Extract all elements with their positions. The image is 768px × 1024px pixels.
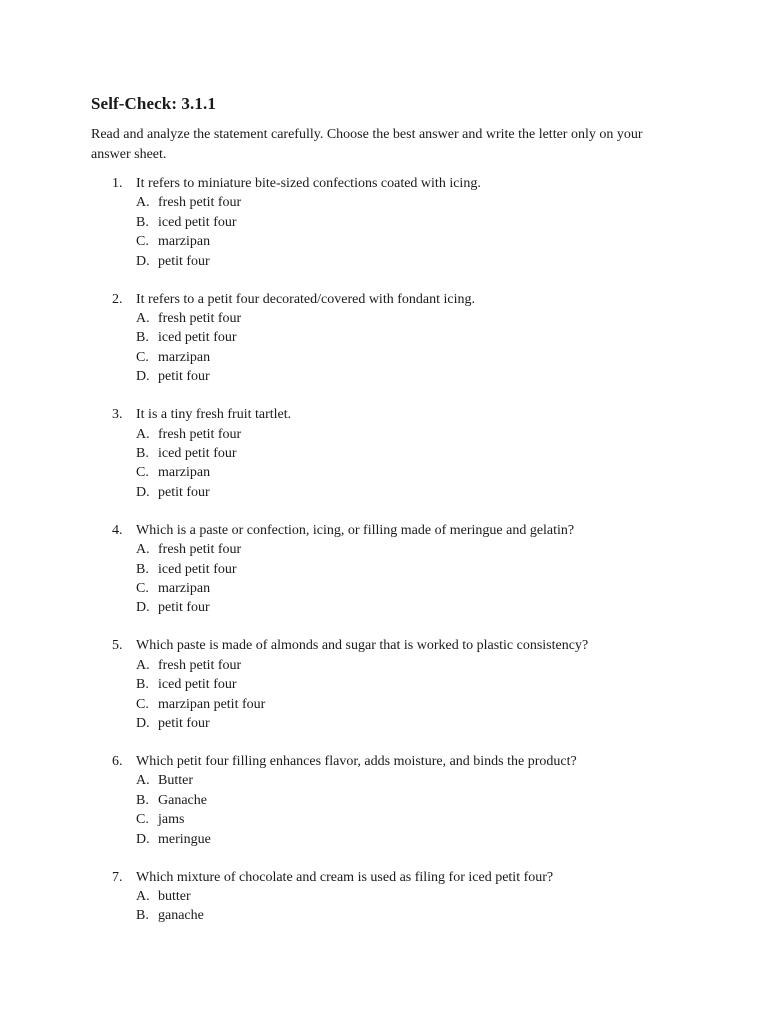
choice-item — [136, 463, 241, 482]
choice-text: jams — [158, 812, 185, 828]
choice-item — [136, 328, 241, 347]
choice-text: fresh petit four — [158, 542, 242, 558]
choice-item — [136, 791, 211, 810]
choice-letter: B. — [136, 330, 149, 346]
question-number: 4. — [112, 522, 123, 538]
question-text: It refers to miniature bite-sized confections coated with icing. — [136, 176, 481, 191]
question-number: 5. — [112, 638, 123, 654]
choice-text: Ganache — [158, 792, 207, 808]
choice-item — [136, 714, 265, 733]
choice-list — [136, 425, 241, 503]
choice-text: petit four — [158, 253, 210, 269]
question-text: Which petit four filling enhances flavor, adds moisture, and binds the product? — [136, 753, 577, 769]
question-item — [0, 752, 768, 868]
choice-text: marzipan — [158, 580, 211, 596]
choice-list — [136, 309, 241, 387]
choice-text: marzipan petit four — [158, 696, 266, 712]
choice-item — [136, 232, 241, 251]
choice-letter: B. — [136, 445, 149, 461]
question-item — [0, 174, 768, 290]
choice-letter: D. — [136, 484, 150, 500]
choice-letter: D. — [136, 831, 150, 847]
choice-letter: A. — [136, 773, 150, 789]
choice-text: petit four — [158, 369, 210, 385]
choice-item — [136, 213, 241, 232]
choice-item — [136, 695, 265, 714]
choice-text: iced petit four — [158, 330, 237, 346]
question-number: 7. — [112, 869, 123, 885]
choice-list — [136, 771, 211, 849]
choice-letter: C. — [136, 234, 149, 250]
choice-list — [136, 193, 241, 271]
question-list — [0, 174, 768, 983]
question-text: Which mixture of chocolate and cream is used as filing for iced petit four? — [136, 869, 554, 885]
choice-letter: D. — [136, 369, 150, 385]
choice-item — [136, 193, 241, 212]
choice-letter: B. — [136, 792, 149, 808]
choice-letter: C. — [136, 580, 149, 596]
choice-text: petit four — [158, 484, 210, 500]
choice-letter: A. — [136, 195, 150, 211]
choice-text: iced petit four — [158, 561, 237, 577]
choice-item — [136, 771, 211, 790]
choice-text: marzipan — [158, 234, 211, 250]
instructions-text: Read and analyze the statement carefully. Choose the best answer and write the letter only on your answer sheet. — [91, 127, 643, 162]
choice-letter: B. — [136, 908, 149, 924]
choice-text: meringue — [158, 831, 211, 847]
choice-letter: B. — [136, 677, 149, 693]
choice-item — [136, 906, 204, 925]
choice-text: petit four — [158, 600, 210, 616]
question-number: 1. — [112, 176, 123, 191]
choice-letter: A. — [136, 888, 150, 904]
choice-letter: C. — [136, 349, 149, 365]
choice-text: fresh petit four — [158, 657, 242, 673]
choice-item — [136, 579, 241, 598]
choice-letter: D. — [136, 715, 150, 731]
question-item — [0, 521, 768, 637]
choice-item — [136, 252, 241, 271]
question-text: Which paste is made of almonds and sugar that is worked to plastic consistency? — [136, 638, 589, 654]
question-number: 6. — [112, 753, 123, 769]
choice-list — [136, 887, 204, 926]
choice-item — [136, 656, 265, 675]
choice-letter: A. — [136, 657, 150, 673]
choice-item — [136, 425, 241, 444]
choice-item — [136, 309, 241, 328]
choice-item — [136, 810, 211, 829]
choice-item — [136, 830, 211, 849]
question-item — [0, 405, 768, 521]
choice-letter: C. — [136, 465, 149, 481]
choice-letter: A. — [136, 542, 150, 558]
choice-text: iced petit four — [158, 214, 237, 230]
choice-item — [136, 887, 204, 906]
choice-list — [136, 656, 265, 734]
choice-item — [136, 540, 241, 559]
choice-item — [136, 560, 241, 579]
question-text: It refers to a petit four decorated/covered with fondant icing. — [136, 291, 475, 307]
question-number: 2. — [112, 291, 123, 307]
choice-letter: D. — [136, 600, 150, 616]
question-item — [0, 290, 768, 406]
choice-text: butter — [158, 888, 191, 904]
choice-item — [136, 675, 265, 694]
choice-letter: B. — [136, 214, 149, 230]
question-item — [0, 868, 768, 984]
choice-list — [136, 540, 241, 618]
choice-letter: B. — [136, 561, 149, 577]
question-text: It is a tiny fresh fruit tartlet. — [136, 407, 292, 423]
page-title: Self-Check: 3.1.1 — [91, 94, 216, 113]
choice-letter: D. — [136, 253, 150, 269]
choice-text: fresh petit four — [158, 195, 242, 211]
choice-text: Butter — [158, 773, 193, 789]
choice-text: petit four — [158, 715, 210, 731]
choice-item — [136, 367, 241, 386]
choice-text: fresh petit four — [158, 310, 242, 326]
choice-item — [136, 444, 241, 463]
choice-text: iced petit four — [158, 445, 237, 461]
choice-text: fresh petit four — [158, 426, 242, 442]
choice-item — [136, 483, 241, 502]
choice-text: iced petit four — [158, 677, 237, 693]
question-number: 3. — [112, 407, 123, 423]
choice-letter: A. — [136, 310, 150, 326]
choice-text: marzipan — [158, 349, 211, 365]
choice-item — [136, 598, 241, 617]
choice-text: marzipan — [158, 465, 211, 481]
question-text: Which is a paste or confection, icing, or filling made of meringue and gelatin? — [136, 522, 575, 538]
choice-letter: A. — [136, 426, 150, 442]
question-item — [0, 636, 768, 752]
choice-text: ganache — [158, 908, 204, 924]
choice-item — [136, 348, 241, 367]
choice-letter: C. — [136, 696, 149, 712]
choice-letter: C. — [136, 812, 149, 828]
